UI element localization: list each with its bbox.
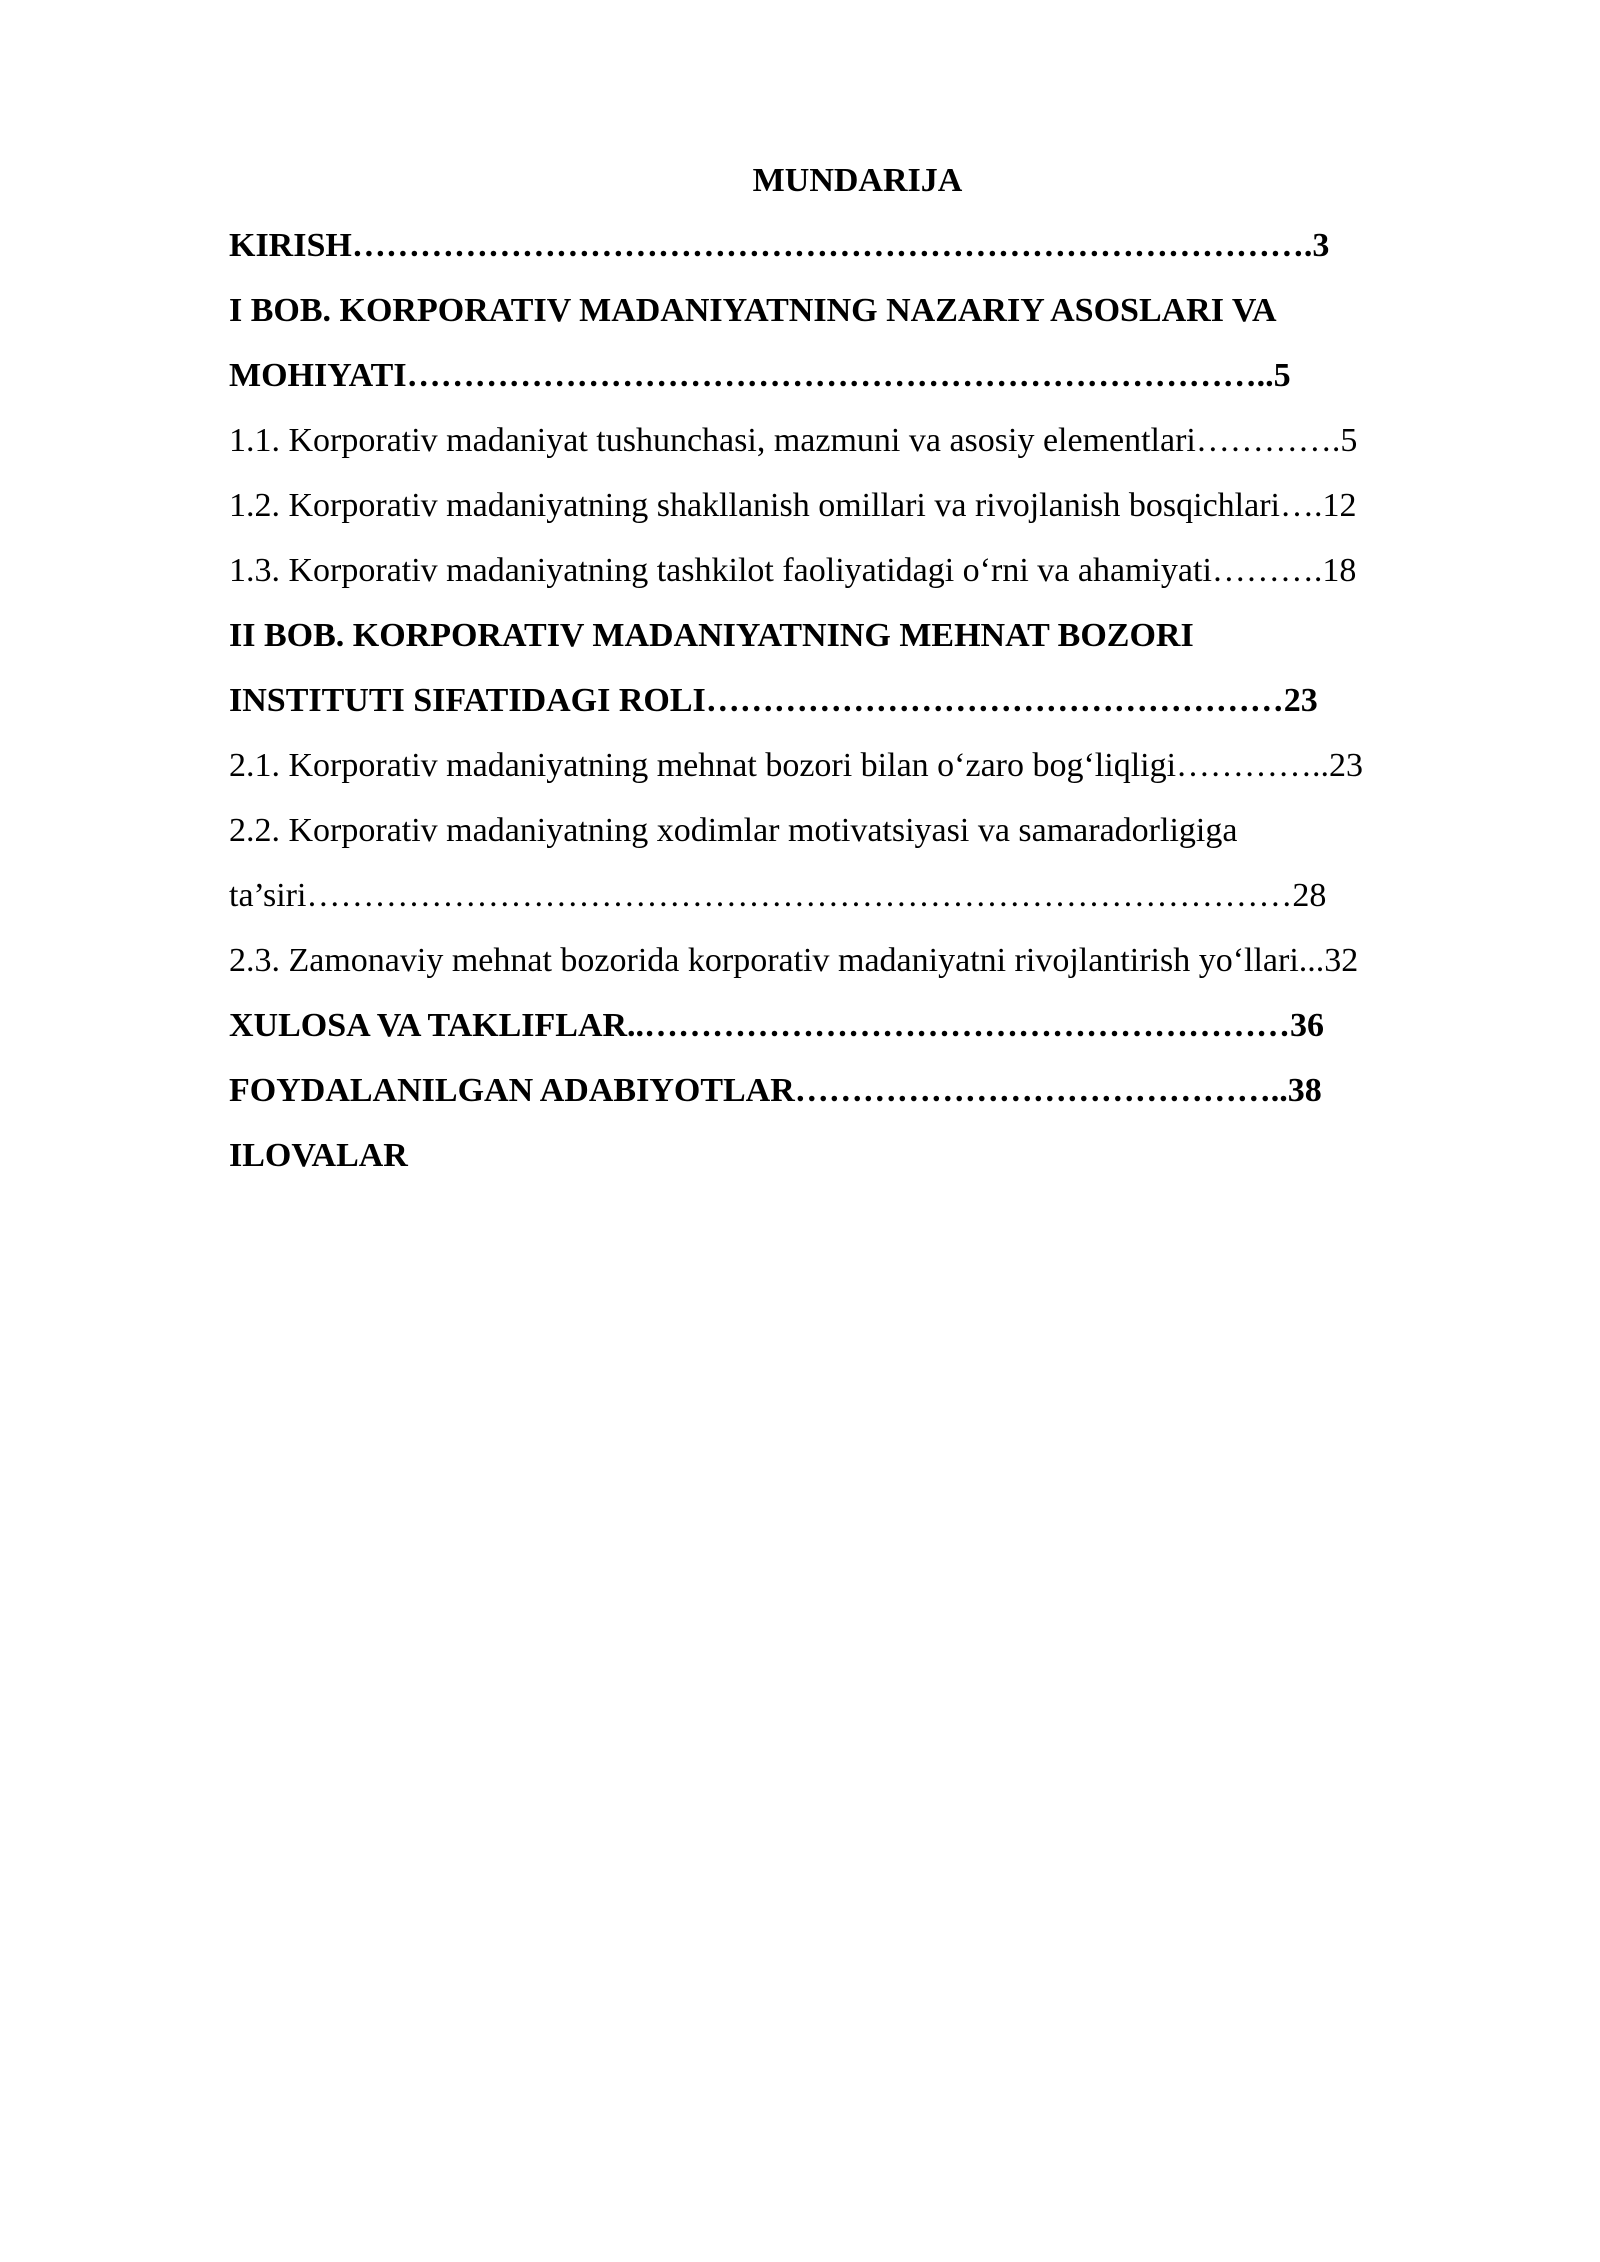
- toc-entry-conclusion: XULOSA VA TAKLIFLAR..…………………………………………………36: [229, 1007, 1325, 1044]
- toc-entry-section-2-1: 2.1. Korporativ madaniyatning mehnat bozori bilan o‘zaro bog‘liqligi…………..23: [229, 747, 1364, 784]
- toc-entry-section-1-3: 1.3. Korporativ madaniyatning tashkilot faoliyatidagi o‘rni va ahamiyati……….18: [229, 552, 1357, 589]
- toc-entry-section-2-3: 2.3. Zamonaviy mehnat bozorida korporativ madaniyatni rivojlantirish yo‘llari...32: [229, 942, 1359, 979]
- toc-entry-kirish: KIRISH………………………………………………………………………….3: [229, 227, 1330, 264]
- toc-entry-section-1-1: 1.1. Korporativ madaniyat tushunchasi, mazmuni va asosiy elementlari………….5: [229, 422, 1358, 459]
- toc-entry-chapter-2-title: II BOB. KORPORATIV MADANIYATNING MEHNAT BOZORI: [229, 617, 1194, 654]
- toc-entry-appendices: ILOVALAR: [229, 1137, 408, 1174]
- toc-entry-chapter-1-title-cont: MOHIYATI…………………………………………………………………..5: [229, 357, 1291, 394]
- toc-entry-section-2-2: 2.2. Korporativ madaniyatning xodimlar motivatsiyasi va samaradorligiga: [229, 812, 1238, 849]
- toc-entry-section-1-2: 1.2. Korporativ madaniyatning shakllanish omillari va rivojlanish bosqichlari….12: [229, 487, 1357, 524]
- toc-entry-chapter-1-title: I BOB. KORPORATIV MADANIYATNING NAZARIY ASOSLARI VA: [229, 292, 1277, 329]
- toc-entry-section-2-2-cont: ta’siri……………………………………………………………………………28: [229, 877, 1327, 914]
- toc-entry-chapter-2-title-cont: INSTITUTI SIFATIDAGI ROLI……………………………………………23: [229, 682, 1318, 719]
- toc-title: MUNDARIJA: [752, 162, 963, 199]
- toc-entry-references: FOYDALANILGAN ADABIYOTLAR……………………………………..38: [229, 1072, 1322, 1109]
- table-of-contents: [229, 148, 1486, 1188]
